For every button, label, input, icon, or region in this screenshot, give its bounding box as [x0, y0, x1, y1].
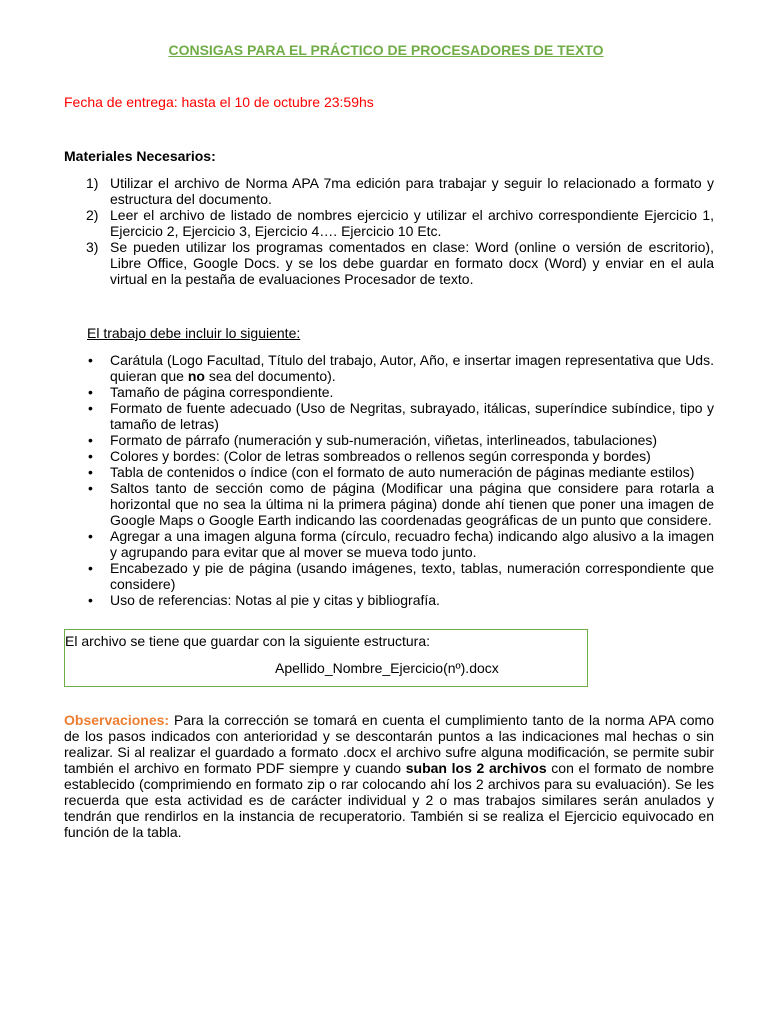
filename-pattern: Apellido_Nombre_Ejercicio(nº).docx: [275, 660, 499, 676]
document-title: CONSIGAS PARA EL PRÁCTICO DE PROCESADORES DE TEXTO: [168, 42, 604, 58]
list-item: [64, 480, 714, 528]
requirements-list: [64, 352, 714, 608]
bullet-icon: •: [88, 352, 93, 368]
list-item-text: Saltos tanto de sección como de página (Modificar una página que considere para rotarla a horizontal que no sea la última ni la primera página) donde ahí tienen que poner una imagen de Google Maps o Google Earth indicando las coordenadas geográficas de un punto que considere.: [110, 480, 714, 528]
list-item: [64, 560, 714, 592]
bullet-icon: •: [88, 384, 93, 400]
list-item: [64, 239, 714, 287]
emphasis-text: no: [187, 368, 205, 384]
list-item-text: Carátula (Logo Facultad, Título del trabajo, Autor, Año, e insertar imagen representativa que Uds. quieran que no sea del documento).: [110, 352, 714, 384]
list-item: [64, 400, 714, 432]
list-item-text: Formato de párrafo (numeración y sub-numeración, viñetas, interlineados, tabulaciones): [110, 432, 658, 448]
bullet-icon: •: [88, 528, 93, 544]
list-item-text: Formato de fuente adecuado (Uso de Negritas, subrayado, itálicas, superíndice subíndice, tipo y tamaño de letras): [110, 400, 714, 432]
materials-list: [64, 175, 714, 287]
observations-label: Observaciones:: [64, 712, 170, 728]
list-item-text: Uso de referencias: Notas al pie y citas y bibliografía.: [110, 592, 440, 608]
list-item: [64, 464, 714, 480]
save-structure-intro: El archivo se tiene que guardar con la siguiente estructura:: [65, 633, 430, 649]
list-item-text: Agregar a una imagen alguna forma (círculo, recuadro fecha) indicando algo alusivo a la imagen y agrupando para evitar que al mover se mueva todo junto.: [110, 528, 714, 560]
save-structure-box: [64, 629, 588, 687]
bullet-icon: •: [88, 400, 93, 416]
bullet-icon: •: [88, 592, 93, 608]
bullet-icon: •: [88, 448, 93, 464]
list-item-text: Leer el archivo de listado de nombres ejercicio y utilizar el archivo correspondiente Ejercicio 1, Ejercicio 2, Ejercicio 3, Ejercicio 4…. Ejercicio 10 Etc.: [110, 207, 714, 239]
emphasis-text: suban los 2 archivos: [405, 760, 547, 776]
list-item-text: Tabla de contenidos o índice (con el formato de auto numeración de páginas mediante estilos): [110, 464, 695, 480]
list-number: 1): [86, 175, 99, 191]
list-item-text: Encabezado y pie de página (usando imágenes, texto, tablas, numeración correspondiente que considere): [110, 560, 714, 592]
requirements-heading: El trabajo debe incluir lo siguiente:: [87, 325, 301, 341]
list-item-text: Colores y bordes: (Color de letras sombreados o rellenos según corresponda y bordes): [110, 448, 651, 464]
observations-paragraph: Observaciones: Para la corrección se tomará en cuenta el cumplimiento tanto de la norma APA como de los pasos indicados con anterioridad y se descontarán puntos a las indicaciones mal hechas o sin realizar. Si al realizar el guardado a formato .docx el archivo sufre alguna modificación, se permite subir también el archivo en formato PDF siempre y cuando suban los 2 archivos con el formato de nombre establecido (comprimiendo en formato zip o rar colocando ahí los 2 archivos para su evaluación). Se les recuerda que esta actividad es de carácter individual y 2 o mas trabajos similares serán anulados y tendrán que rendirlos en la instancia de recuperatorio. También si se realiza el Ejercicio equivocado en función de la tabla.: [64, 712, 714, 840]
materials-heading: Materiales Necesarios:: [64, 148, 216, 164]
list-item-text: Tamaño de página correspondiente.: [110, 384, 334, 400]
list-item: [64, 432, 714, 448]
bullet-icon: •: [88, 560, 93, 576]
list-number: 3): [86, 239, 99, 255]
bullet-icon: •: [88, 464, 93, 480]
list-item-text: Utilizar el archivo de Norma APA 7ma edición para trabajar y seguir lo relacionado a formato y estructura del documento.: [110, 175, 714, 207]
list-item: [64, 352, 714, 384]
list-item: [64, 207, 714, 239]
due-date: Fecha de entrega: hasta el 10 de octubre 23:59hs: [64, 94, 374, 110]
bullet-icon: •: [88, 432, 93, 448]
list-number: 2): [86, 207, 99, 223]
list-item: [64, 528, 714, 560]
list-item: [64, 175, 714, 207]
list-item: [64, 384, 714, 400]
list-item: [64, 448, 714, 464]
list-item-text: Se pueden utilizar los programas comentados en clase: Word (online o versión de escritorio), Libre Office, Google Docs. y se los debe guardar en formato docx (Word) y enviar en el aula virtual en la pestaña de evaluaciones Procesador de texto.: [110, 239, 714, 287]
bullet-icon: •: [88, 480, 93, 496]
list-item: [64, 592, 714, 608]
